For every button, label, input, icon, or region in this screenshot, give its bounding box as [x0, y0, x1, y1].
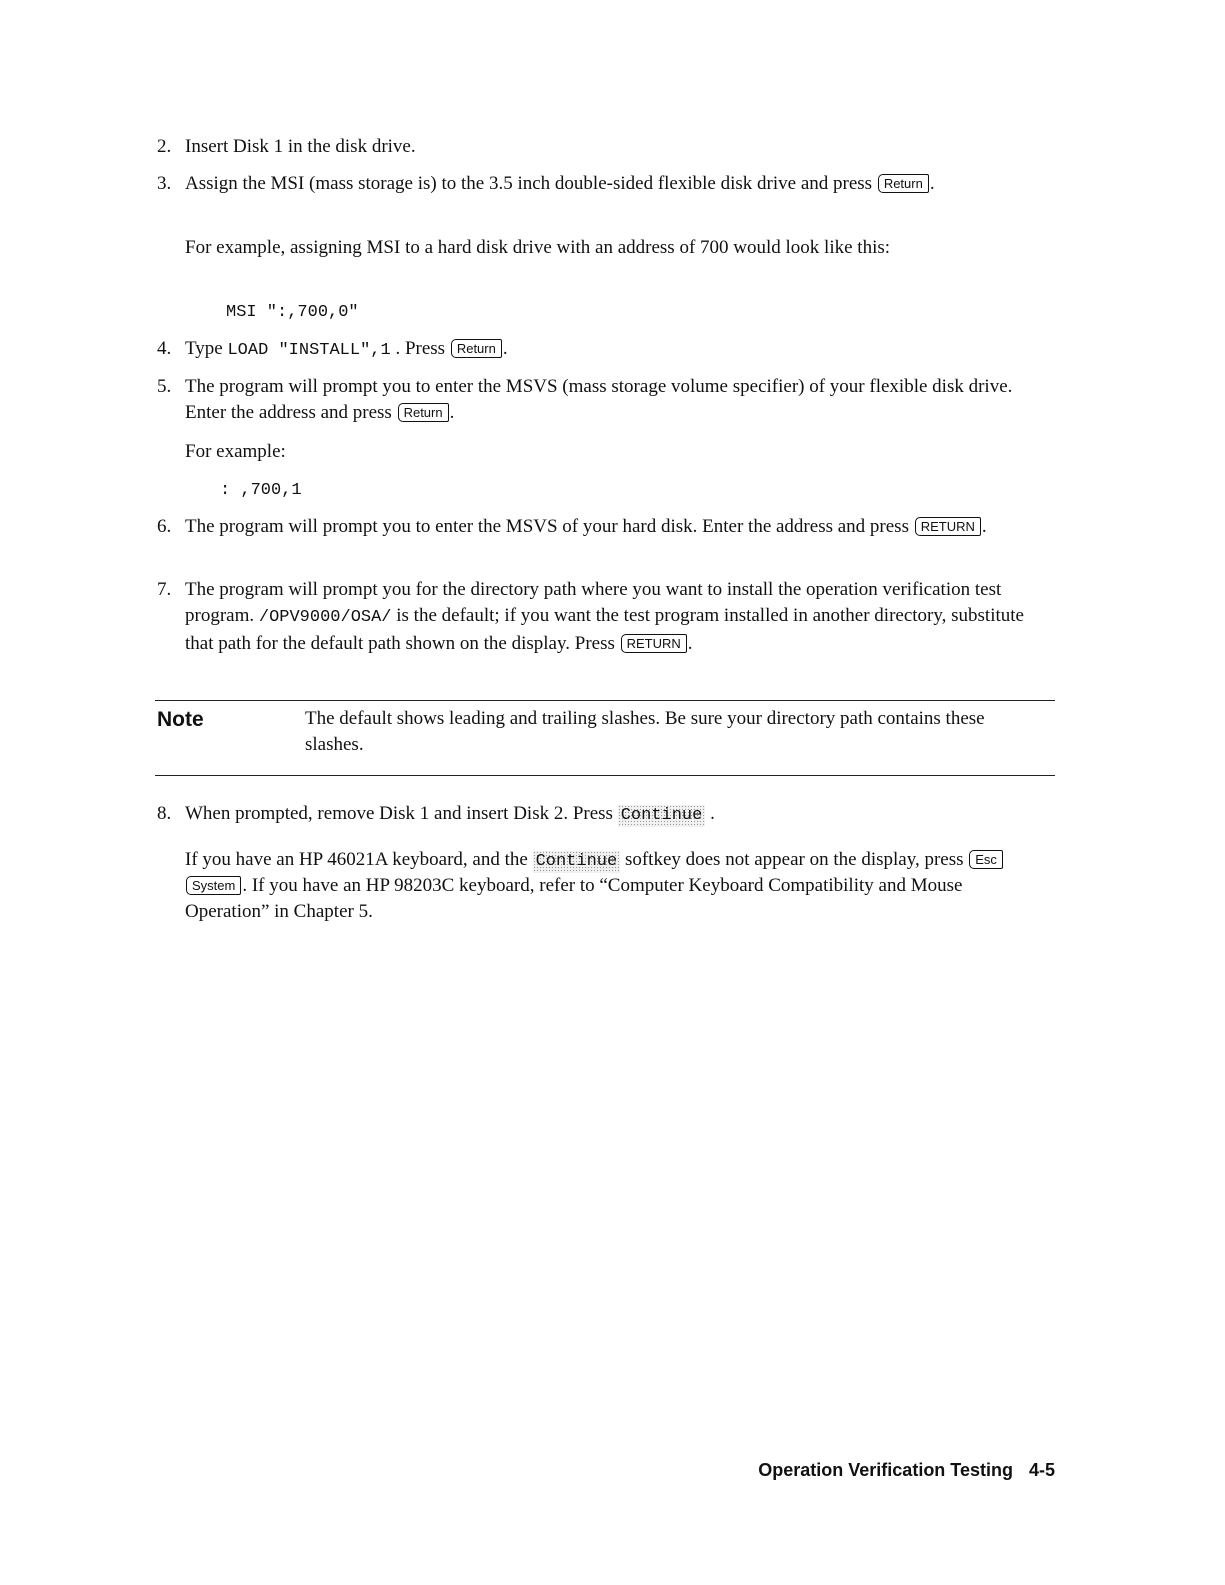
step-number: 3. [157, 173, 172, 194]
esc-key: Esc [969, 850, 1003, 869]
step-number: 2. [157, 136, 172, 157]
page-number: 4-5 [1028, 1460, 1055, 1480]
step-number: 8. [157, 803, 172, 824]
directory-path-code: /OPV9000/OSA/ [258, 608, 392, 627]
note-text: The default shows leading and trailing slashes. Be sure your directory path contains these slashes. [305, 708, 985, 755]
return-key: RETURN [621, 634, 687, 653]
step-number: 6. [157, 516, 172, 537]
return-key: Return [878, 174, 929, 193]
continue-softkey: Continue [533, 851, 621, 873]
step-text: When prompted, remove Disk 1 and insert Disk 2. Press Continue . [185, 803, 715, 825]
note-top-rule [155, 700, 1055, 701]
step-text: The program will prompt you for the directory path where you want to install the operation verification test program. /OPV9000/OSA/ is the default; if you want the test program installed in another directory, substitute that path for the default path shown on the display. Press RETURN . [185, 579, 1024, 654]
footer-section-title: Operation Verification Testing [758, 1460, 1013, 1480]
code-example: MSI ":,700,0" [226, 303, 359, 322]
example-paragraph: For example: [185, 441, 286, 462]
continue-softkey: Continue [618, 805, 706, 827]
step-text: Insert Disk 1 in the disk drive. [185, 136, 416, 157]
step-number: 5. [157, 376, 172, 397]
return-key: Return [398, 403, 449, 422]
step-text: The program will prompt you to enter the MSVS of your hard disk. Enter the address and press RETURN . [185, 516, 987, 537]
system-key: System [186, 876, 241, 895]
step-number: 7. [157, 579, 172, 600]
example-paragraph: For example, assigning MSI to a hard disk drive with an address of 700 would look like this: [185, 237, 891, 258]
note-bottom-rule [155, 775, 1055, 776]
return-key: Return [451, 339, 502, 358]
page-footer [700, 1457, 1055, 1483]
step-text: Type LOAD "INSTALL",1 . Press Return . [185, 338, 508, 360]
command-code: LOAD "INSTALL",1 [227, 341, 391, 360]
step-text: The program will prompt you to enter the MSVS (mass storage volume specifier) of your flexible disk drive. Enter the address and press Return . [185, 376, 1013, 423]
code-example: : ,700,1 [220, 481, 302, 500]
step-number: 4. [157, 338, 172, 359]
note-label: Note [157, 708, 204, 731]
keyboard-paragraph: If you have an HP 46021A keyboard, and the Continue softkey does not appear on the display, press Esc System . If you have an HP 98203C keyboard, refer to “Computer Keyboard Compatibility and Mouse Operation” in Chapter 5. [185, 847, 1035, 925]
step-text: Assign the MSI (mass storage is) to the 3.5 inch double-sided flexible disk drive and press Return . [185, 173, 935, 194]
return-key: RETURN [915, 517, 981, 536]
